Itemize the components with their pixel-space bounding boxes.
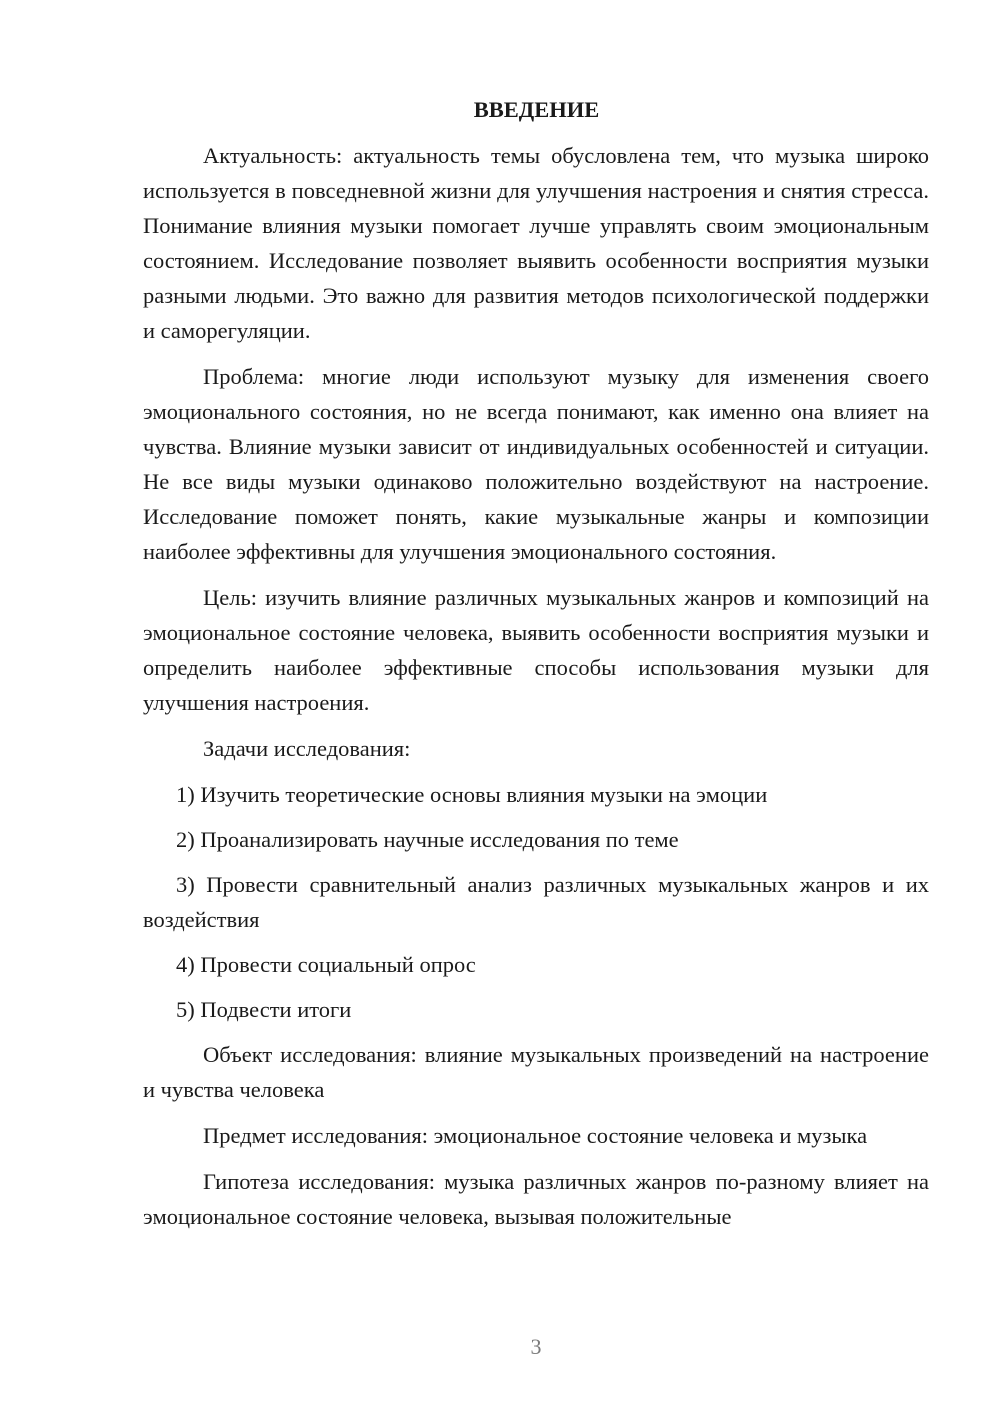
- page-title: ВВЕДЕНИЕ: [473, 97, 600, 122]
- tasks-list: [143, 777, 929, 1027]
- task-item-4: 4) Провести социальный опрос: [176, 952, 476, 977]
- task-item-2: 2) Проанализировать научные исследования по теме: [176, 827, 679, 852]
- task-item-3: 3) Провести сравнительный анализ различных музыкальных жанров и их воздействия: [143, 872, 929, 932]
- task-item-5: 5) Подвести итоги: [176, 997, 352, 1022]
- task-item-1: 1) Изучить теоретические основы влияния музыки на эмоции: [176, 782, 768, 807]
- subject-paragraph: Предмет исследования: эмоциональное состояние человека и музыка: [203, 1123, 868, 1148]
- object-paragraph: Объект исследования: влияние музыкальных произведений на настроение и чувства человека: [143, 1042, 929, 1102]
- hypothesis-paragraph: Гипотеза исследования: музыка различных жанров по-разному влияет на эмоциональное состояние человека, вызывая положительные: [143, 1169, 929, 1229]
- page-number: 3: [530, 1334, 542, 1359]
- relevance-paragraph: Актуальность: актуальность темы обусловлена тем, что музыка широко используется в повседневной жизни для улучшения настроения и снятия стресса. Понимание влияния музыки помогает лучше управлять своим эмоциональным состоянием. Исследование позволяет выявить особенности восприятия музыки разными людьми. Это важно для развития методов психологической поддержки и саморегуляции.: [143, 143, 929, 343]
- problem-paragraph: Проблема: многие люди используют музыку для изменения своего эмоционального состояния, но не всегда понимают, как именно она влияет на чувства. Влияние музыки зависит от индивидуальных особенностей и ситуации. Не все виды музыки одинаково положительно воздействуют на настроение. Исследование поможет понять, какие музыкальные жанры и композиции наиболее эффективны для улучшения эмоционального состояния.: [143, 364, 929, 564]
- document-page: [143, 92, 929, 1245]
- tasks-heading: Задачи исследования:: [203, 736, 411, 761]
- goal-paragraph: Цель: изучить влияние различных музыкальных жанров и композиций на эмоциональное состояние человека, выявить особенности восприятия музыки и определить наиболее эффективные способы использования музыки для улучшения настроения.: [143, 585, 929, 715]
